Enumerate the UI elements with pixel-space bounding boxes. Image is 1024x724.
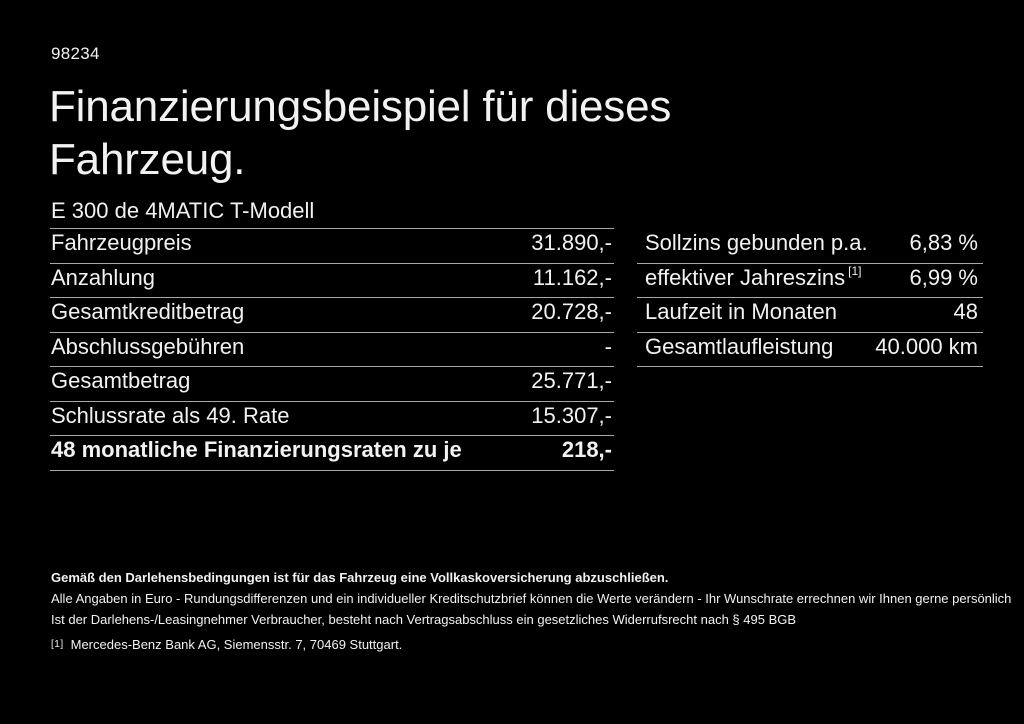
row-label: Laufzeit in Monaten bbox=[645, 299, 838, 325]
footer-disclaimer bbox=[51, 567, 1011, 657]
row-value: 25.771,- bbox=[531, 368, 612, 394]
row-label: Sollzins gebunden p.a. bbox=[645, 230, 868, 256]
row-value: 11.162,- bbox=[532, 264, 612, 290]
row-label-text: effektiver Jahreszins bbox=[645, 264, 846, 290]
table-row-monthly-rate bbox=[50, 436, 614, 471]
row-value: 15.307,- bbox=[531, 402, 612, 428]
table-row bbox=[637, 333, 983, 368]
row-label: Anzahlung bbox=[51, 264, 155, 290]
table-row bbox=[637, 298, 983, 333]
footnote-ref: [1] bbox=[848, 264, 862, 279]
row-label: Gesamtlaufleistung bbox=[645, 333, 834, 359]
table-row bbox=[637, 264, 983, 299]
row-label: Gesamtbetrag bbox=[51, 368, 191, 394]
footnote-text: Mercedes-Benz Bank AG, Siemensstr. 7, 70469 Stuttgart. bbox=[70, 637, 403, 652]
table-row bbox=[50, 333, 614, 368]
vehicle-model: E 300 de 4MATIC T-Modell bbox=[51, 198, 315, 223]
table-row bbox=[50, 264, 614, 299]
row-label: Abschlussgebühren bbox=[51, 333, 245, 359]
row-label: Schlussrate als 49. Rate bbox=[51, 402, 290, 428]
row-value: 6,99 % bbox=[909, 264, 978, 290]
footnote bbox=[51, 634, 1011, 657]
table-row bbox=[50, 298, 614, 333]
table-row bbox=[637, 229, 983, 264]
row-value: 20.728,- bbox=[531, 299, 612, 325]
row-value: 6,83 % bbox=[909, 230, 978, 256]
insurance-note: Gemäß den Darlehensbedingungen ist für das Fahrzeug eine Vollkaskoversicherung abzuschließen. bbox=[51, 570, 669, 585]
table-row bbox=[50, 229, 614, 264]
row-label bbox=[637, 265, 861, 291]
page-title: Finanzierungsbeispiel für dieses Fahrzeug. bbox=[49, 82, 672, 184]
row-value: 218,- bbox=[561, 437, 612, 463]
disclaimer-line: Alle Angaben in Euro - Rundungsdifferenzen und ein individueller Kreditschutzbrief können die Werte verändern - Ihr Wunschrate errechnen wir Ihnen gerne persönlich bbox=[51, 591, 1012, 606]
footnote-marker: [1] bbox=[51, 639, 64, 650]
row-value: 31.890,- bbox=[531, 230, 612, 256]
conditions-table bbox=[637, 229, 983, 367]
row-value: 48 bbox=[953, 299, 978, 325]
table-row bbox=[50, 402, 614, 437]
financing-table bbox=[50, 228, 614, 471]
row-value: - bbox=[604, 333, 612, 359]
row-label: Gesamtkreditbetrag bbox=[51, 299, 245, 325]
row-label: Fahrzeugpreis bbox=[51, 230, 192, 256]
withdrawal-line: Ist der Darlehens-/Leasingnehmer Verbraucher, besteht nach Vertragsabschluss ein gesetzliches Widerrufsrecht nach § 495 BGB bbox=[51, 612, 797, 627]
row-label: 48 monatliche Finanzierungsraten zu je bbox=[51, 437, 462, 463]
doc-number: 98234 bbox=[51, 44, 100, 63]
table-row bbox=[50, 367, 614, 402]
row-value: 40.000 km bbox=[875, 333, 978, 359]
